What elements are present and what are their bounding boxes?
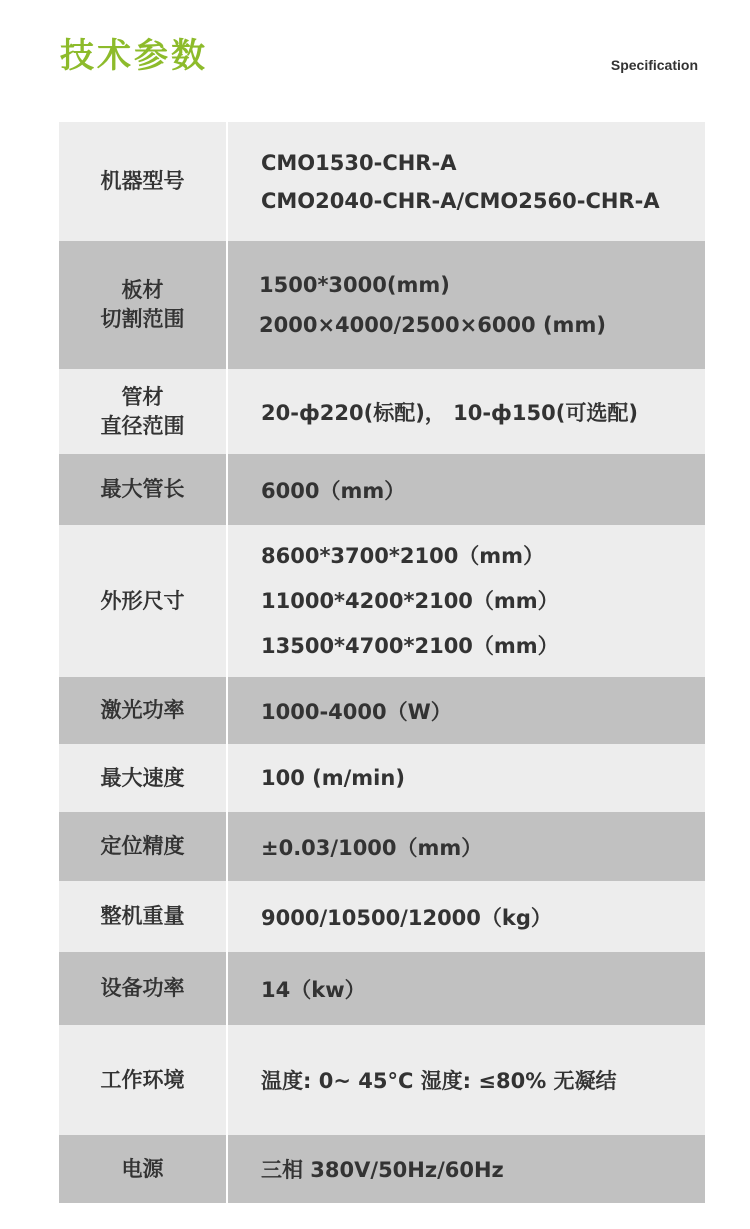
spec-row-power-supply [59,1135,705,1203]
spec-value-line: 20-ф220(标配)， 10-ф150(可选配) [261,400,638,425]
spec-label [59,454,228,525]
spec-row-environment [59,1025,705,1135]
spec-label-line: 整机重量 [100,904,185,928]
spec-row-tube-diameter [59,369,705,454]
spec-value [228,1025,705,1135]
spec-value-line: 11000*4200*2100（mm） [261,588,559,613]
spec-label-line: 最大管长 [100,477,185,501]
spec-row-equipment-power [59,952,705,1025]
spec-value [228,369,705,454]
spec-label-line: 激光功率 [100,698,185,722]
spec-row-dimensions [59,525,705,677]
spec-value-line: 2000×4000/2500×6000 (mm) [259,313,606,337]
page-subtitle: Specification [610,57,698,73]
spec-label [59,122,228,241]
spec-label [59,1025,228,1135]
spec-label [59,744,228,812]
spec-label [59,812,228,881]
spec-label-line: 最大速度 [100,765,185,790]
spec-label-line: 管材 [121,384,164,409]
spec-row-model [59,122,705,241]
spec-row-max-speed [59,744,705,812]
spec-value-line: 14（kw） [261,977,366,1002]
spec-table [59,122,705,1203]
spec-value [228,744,705,812]
spec-value-line: CMO2040-CHR-A/CMO2560-CHR-A [261,188,660,213]
spec-label-line: 板材 [121,278,164,302]
spec-label [59,241,228,369]
page-title: 技术参数 [60,36,208,76]
spec-label [59,1135,228,1203]
spec-value-line: 9000/10500/12000（kg） [261,905,552,930]
spec-label-line: 机器型号 [100,169,185,193]
spec-value-line: CMO1530-CHR-A [261,150,457,175]
spec-row-positioning-accuracy [59,812,705,881]
spec-label-line: 直径范围 [100,413,185,438]
spec-value [228,952,705,1025]
spec-label-line: 定位精度 [100,834,185,858]
spec-label [59,369,228,454]
spec-value [228,881,705,952]
spec-label [59,677,228,744]
spec-value-line: 8600*3700*2100（mm） [261,543,545,568]
spec-value-line: 100 (m/min) [261,766,405,790]
spec-value-line: 三相 380V/50Hz/60Hz [261,1158,504,1182]
page-header [0,0,750,110]
spec-value-line: 13500*4700*2100（mm） [261,633,559,658]
spec-value-line: 1000-4000（W） [261,699,452,724]
spec-label-line: 外形尺寸 [100,588,185,613]
spec-label [59,952,228,1025]
spec-value [228,122,705,241]
spec-row-max-tube-length [59,454,705,525]
spec-row-sheet-range [59,241,705,369]
spec-value-line: 1500*3000(mm) [259,273,450,297]
spec-value [228,677,705,744]
spec-label [59,525,228,677]
spec-value-line: 6000（mm） [261,478,406,503]
spec-value [228,812,705,881]
spec-label [59,881,228,952]
spec-label-line: 工作环境 [100,1067,185,1092]
spec-value-line: 温度: 0~ 45°C 湿度: ≤80% 无凝结 [261,1069,617,1093]
spec-value [228,454,705,525]
spec-label-line: 切割范围 [100,307,185,331]
spec-row-laser-power [59,677,705,744]
spec-label-line: 设备功率 [100,976,185,1000]
spec-label-line: 电源 [121,1156,164,1181]
spec-value [228,525,705,677]
spec-value [228,1135,705,1203]
spec-value-line: ±0.03/1000（mm） [261,835,483,860]
spec-value [228,241,705,369]
spec-row-weight [59,881,705,952]
